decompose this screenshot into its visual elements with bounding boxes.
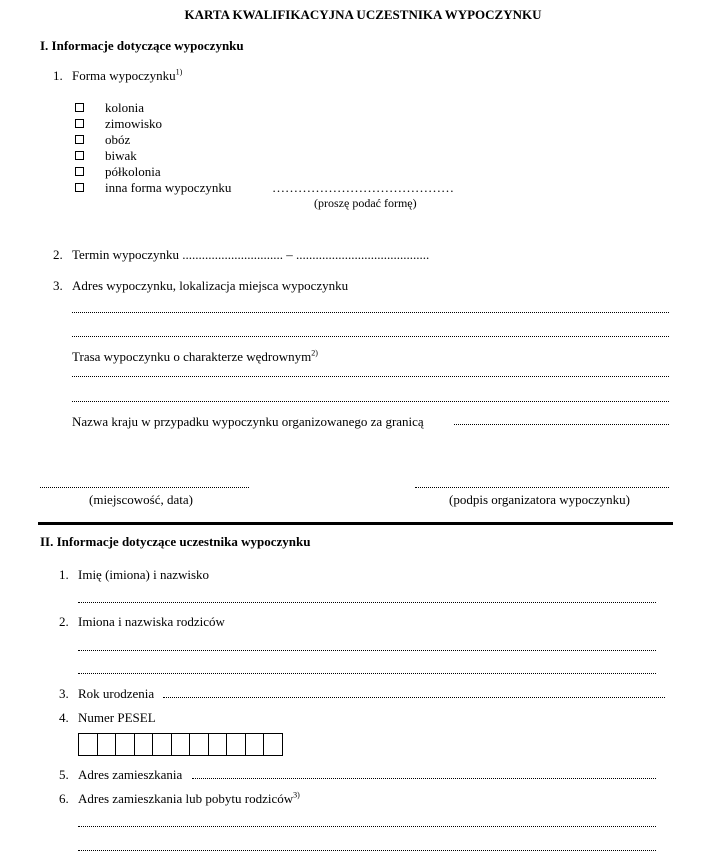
item-1-label (72, 68, 182, 84)
item-1-number: 1. (53, 68, 63, 83)
route-line-2[interactable] (72, 401, 669, 402)
item-2-row (72, 247, 429, 263)
checkbox-polkolonia[interactable] (75, 167, 84, 176)
route-row (72, 349, 318, 365)
participant-item-3-number: 3. (59, 686, 69, 701)
participant-item-2-number: 2. (59, 614, 69, 629)
participant-name-label: Imię (imiona) i nazwisko (78, 567, 210, 582)
pesel-digit-box[interactable] (78, 733, 98, 756)
parents-names-line-2[interactable] (78, 673, 656, 674)
pesel-digit-box[interactable] (171, 733, 191, 756)
footnote-2: 2) (311, 348, 318, 358)
option-biwak: biwak (105, 148, 137, 163)
option-zimowisko: zimowisko (105, 116, 163, 131)
pesel-digit-box[interactable] (115, 733, 135, 756)
pesel-digit-box[interactable] (134, 733, 154, 756)
pesel-digit-box[interactable] (97, 733, 117, 756)
footnote-3: 3) (293, 790, 300, 800)
item-3-number: 3. (53, 278, 63, 293)
pesel-digit-box[interactable] (189, 733, 209, 756)
term-from-field[interactable]: ............................... (182, 247, 284, 262)
option-kolonia: kolonia (105, 100, 144, 115)
birth-year-label: Rok urodzenia (78, 686, 155, 701)
term-to-field[interactable]: ......................................... (296, 247, 430, 262)
section-divider (38, 522, 673, 525)
participant-item-1-number: 1. (59, 567, 69, 582)
place-date-caption: (miejscowość, data) (89, 492, 193, 507)
checkbox-zimowisko[interactable] (75, 119, 84, 128)
participant-item-4-number: 4. (59, 710, 69, 725)
section-1-heading: I. Informacje dotyczące wypoczynku (40, 38, 244, 53)
pesel-boxes[interactable] (78, 733, 283, 756)
country-label: Nazwa kraju w przypadku wypoczynku organizowanego za granicą (72, 414, 424, 429)
parents-address-row (78, 791, 300, 807)
form-of-holiday-label: Forma wypoczynku (72, 68, 176, 83)
parents-names-label: Imiona i nazwiska rodziców (78, 614, 225, 629)
parents-address-line-1[interactable] (78, 826, 656, 827)
participant-item-5-number: 5. (59, 767, 69, 782)
holiday-term-label: Termin wypoczynku (72, 247, 180, 262)
parents-names-line-1[interactable] (78, 650, 656, 651)
birth-year-field[interactable] (163, 697, 665, 698)
home-address-label: Adres zamieszkania (78, 767, 183, 782)
term-dash: – (286, 247, 293, 262)
address-line-1[interactable] (72, 312, 669, 313)
footnote-1: 1) (175, 67, 183, 77)
country-field[interactable] (454, 424, 669, 425)
pesel-label: Numer PESEL (78, 710, 156, 725)
pesel-digit-box[interactable] (263, 733, 283, 756)
checkbox-oboz[interactable] (75, 135, 84, 144)
checkbox-inna-forma[interactable] (75, 183, 84, 192)
option-inna-forma: inna forma wypoczynku (105, 180, 232, 195)
pesel-digit-box[interactable] (208, 733, 228, 756)
pesel-digit-box[interactable] (226, 733, 246, 756)
item-2-number: 2. (53, 247, 63, 262)
organizer-signature-field[interactable] (415, 487, 669, 488)
option-oboz: obóz (105, 132, 131, 147)
route-label: Trasa wypoczynku o charakterze wędrownym (72, 349, 312, 364)
other-form-field[interactable]: …………………………………… (272, 180, 454, 195)
participant-item-6-number: 6. (59, 791, 69, 806)
parents-address-label: Adres zamieszkania lub pobytu rodziców (78, 791, 294, 806)
participant-name-field[interactable] (78, 602, 656, 603)
address-label: Adres wypoczynku, lokalizacja miejsca wypoczynku (72, 278, 349, 293)
parents-address-line-2[interactable] (78, 850, 656, 851)
home-address-field[interactable] (192, 778, 656, 779)
address-line-2[interactable] (72, 336, 669, 337)
option-polkolonia: półkolonia (105, 164, 161, 179)
checkbox-biwak[interactable] (75, 151, 84, 160)
form-title: KARTA KWALIFIKACYJNA UCZESTNIKA WYPOCZYNKU (184, 7, 542, 22)
section-2-heading: II. Informacje dotyczące uczestnika wypoczynku (40, 534, 311, 549)
checkbox-kolonia[interactable] (75, 103, 84, 112)
other-form-hint: (proszę podać formę) (314, 196, 417, 210)
organizer-signature-caption: (podpis organizatora wypoczynku) (449, 492, 630, 507)
pesel-digit-box[interactable] (152, 733, 172, 756)
place-date-field[interactable] (40, 487, 249, 488)
pesel-digit-box[interactable] (245, 733, 265, 756)
route-line-1[interactable] (72, 376, 669, 377)
